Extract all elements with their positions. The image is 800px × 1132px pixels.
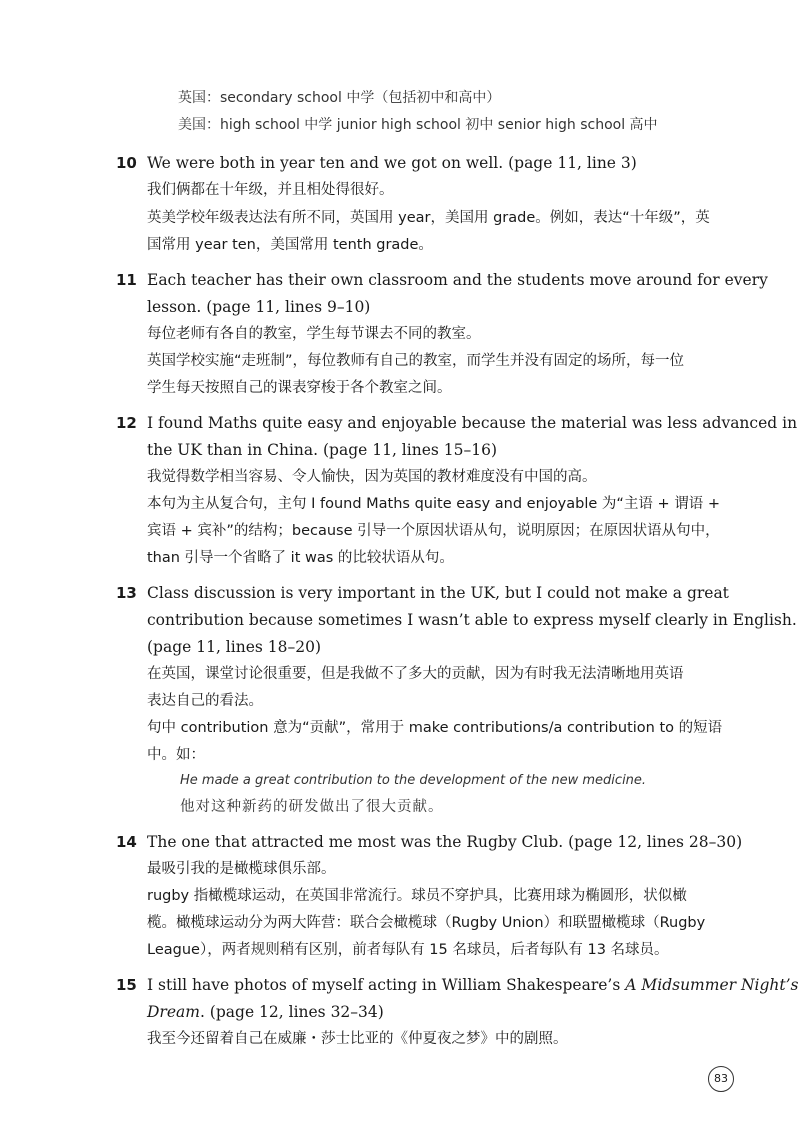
play-title: Dream [147,1003,200,1021]
note-english-sentence [147,975,799,995]
note-english-sentence: the UK than in China. (page 11, lines 15–16) [147,441,497,459]
note-english-sentence [147,1002,384,1022]
note-chinese-translation: 在英国，课堂讨论很重要，但是我做不了多大的贡献，因为有时我无法清晰地用英语 [147,666,684,682]
sentence-text: . (page 12, lines 32–34) [199,1003,384,1021]
uk-school-note: 英国：secondary school 中学（包括初中和高中） [178,90,501,106]
note-chinese-translation: 我们俩都在十年级，并且相处得很好。 [147,182,394,198]
note-english-sentence: (page 11, lines 18–20) [147,638,322,656]
note-number: 11 [116,271,137,289]
note-explanation: 中。如： [147,747,205,763]
note-explanation: 榄。橄榄球运动分为两大阵营：联合会橄榄球（Rugby Union）和联盟橄榄球（Rugby [147,915,706,931]
note-explanation: 本句为主从复合句，主句 I found Maths quite easy and enjoyable 为“主语 + 谓语 + [147,496,721,512]
note-chinese-translation: 最吸引我的是橄榄球俱乐部。 [147,861,336,877]
note-explanation: 国常用 year ten，美国常用 tenth grade。 [147,237,433,253]
note-chinese-translation: 我觉得数学相当容易、令人愉快，因为英国的教材难度没有中国的高。 [147,469,597,485]
note-chinese-translation: 我至今还留着自己在威廉・莎士比亚的《仲夏夜之梦》中的剧照。 [147,1031,568,1047]
note-explanation: than 引导一个省略了 it was 的比较状语从句。 [147,550,454,566]
note-english-sentence: lesson. (page 11, lines 9–10) [147,298,371,316]
note-explanation: 句中 contribution 意为“贡献”，常用于 make contributions/a contribution to 的短语 [147,720,723,736]
note-number: 10 [116,154,137,172]
page-number: 83 [708,1066,734,1092]
note-explanation: 学生每天按照自己的课表穿梭于各个教室之间。 [147,380,452,396]
sentence-text: I still have photos of myself acting in William Shakespeare’s [147,976,626,994]
note-explanation: 英国学校实施“走班制”，每位教师有自己的教室，而学生并没有固定的场所，每一位 [147,353,685,369]
note-number: 12 [116,414,137,432]
note-english-sentence: contribution because sometimes I wasn’t able to express myself clearly in English. [147,611,797,629]
note-explanation: 宾语 + 宾补”的结构；because 引导一个原因状语从句，说明原因；在原因状语从句中， [147,523,720,539]
note-chinese-translation: 每位老师有各自的教室，学生每节课去不同的教室。 [147,326,481,342]
us-school-note: 美国：high school 中学 junior high school 初中 senior high school 高中 [178,117,658,133]
note-chinese-translation: 表达自己的看法。 [147,693,263,709]
note-explanation: rugby 指橄榄球运动，在英国非常流行。球员不穿护具，比赛用球为椭圆形，状似橄 [147,888,687,904]
note-english-sentence: Class discussion is very important in the UK, but I could not make a great [147,584,729,602]
note-number: 13 [116,584,137,602]
play-title: A Midsummer Night’s [625,976,799,994]
note-number: 15 [116,976,137,994]
note-number: 14 [116,833,137,851]
note-english-sentence: I found Maths quite easy and enjoyable because the material was less advanced in [147,414,798,432]
note-english-sentence: The one that attracted me most was the Rugby Club. (page 12, lines 28–30) [147,833,743,851]
note-english-sentence: We were both in year ten and we got on well. (page 11, line 3) [147,154,637,172]
example-sentence-chinese: 他对这种新药的研发做出了很大贡献。 [180,799,444,815]
note-english-sentence: Each teacher has their own classroom and the students move around for every [147,271,768,289]
example-sentence-english: He made a great contribution to the development of the new medicine. [180,773,647,788]
note-explanation: 英美学校年级表达法有所不同，英国用 year，美国用 grade。例如，表达“十年级”，英 [147,210,710,226]
note-explanation: League），两者规则稍有区别，前者每队有 15 名球员，后者每队有 13 名球员。 [147,942,669,958]
